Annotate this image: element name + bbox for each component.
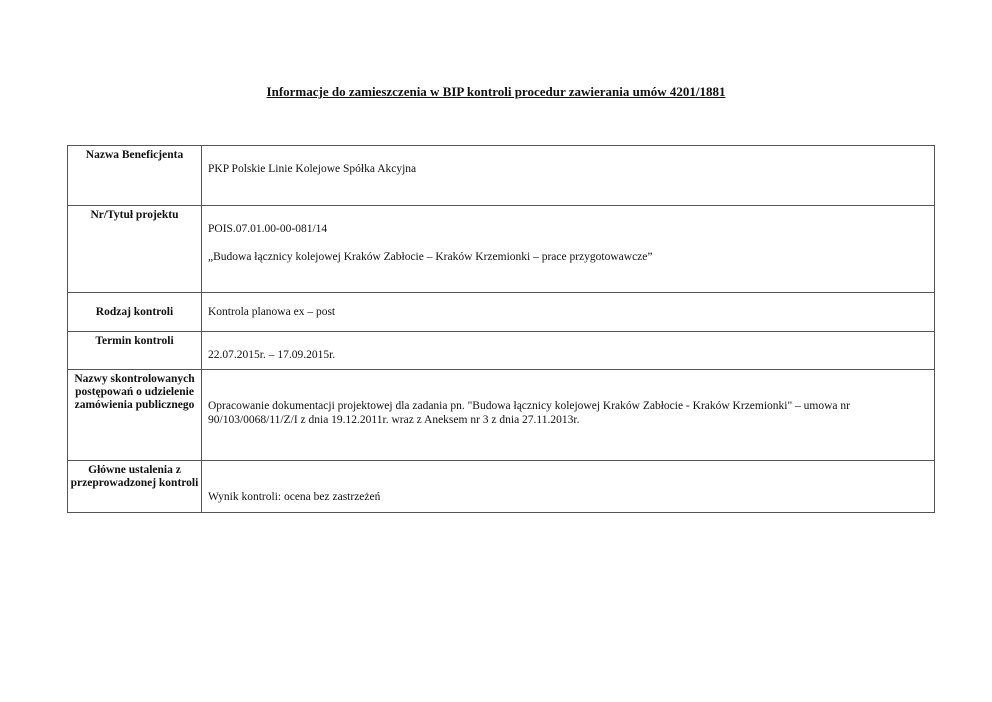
label-termin: Termin kontroli <box>68 332 202 370</box>
label-projekt: Nr/Tytuł projektu <box>68 206 202 293</box>
value-projekt <box>202 206 935 293</box>
project-number: POIS.07.01.00-00-081/14 <box>208 223 328 235</box>
value-beneficjent: PKP Polskie Linie Kolejowe Spółka Akcyjna <box>202 146 935 206</box>
value-termin: 22.07.2015r. – 17.09.2015r. <box>202 332 935 370</box>
value-ustalenia: Wynik kontroli: ocena bez zastrzeżeń <box>202 461 935 513</box>
table-row-postepowania <box>68 370 935 461</box>
document-title: Informacje do zamieszczenia w BIP kontroli procedur zawierania umów 4201/1881 <box>266 84 726 99</box>
control-info-table <box>67 145 935 513</box>
project-title: „Budowa łącznicy kolejowej Kraków Zabłocie – Kraków Krzemionki – prace przygotowawcze” <box>208 251 653 263</box>
value-postepowania: Opracowanie dokumentacji projektowej dla zadania pn. "Budowa łącznicy kolejowej Kraków Zabłocie - Kraków Krzemionki" – umowa nr 90/103/0068/11/Z/I z dnia 19.12.2011r. wraz z Aneksem nr 3 z dnia 27.11.2013r. <box>202 370 935 461</box>
table-row-termin <box>68 332 935 370</box>
label-rodzaj: Rodzaj kontroli <box>68 293 202 332</box>
table-row-projekt <box>68 206 935 293</box>
table-row-beneficjent <box>68 146 935 206</box>
label-postepowania: Nazwy skontrolowanych postępowań o udzielenie zamówienia publicznego <box>68 370 202 461</box>
label-beneficjent: Nazwa Beneficjenta <box>68 146 202 206</box>
label-ustalenia: Główne ustalenia z przeprowadzonej kontroli <box>68 461 202 513</box>
value-rodzaj: Kontrola planowa ex – post <box>202 293 935 332</box>
table-row-ustalenia <box>68 461 935 513</box>
table-row-rodzaj <box>68 293 935 332</box>
